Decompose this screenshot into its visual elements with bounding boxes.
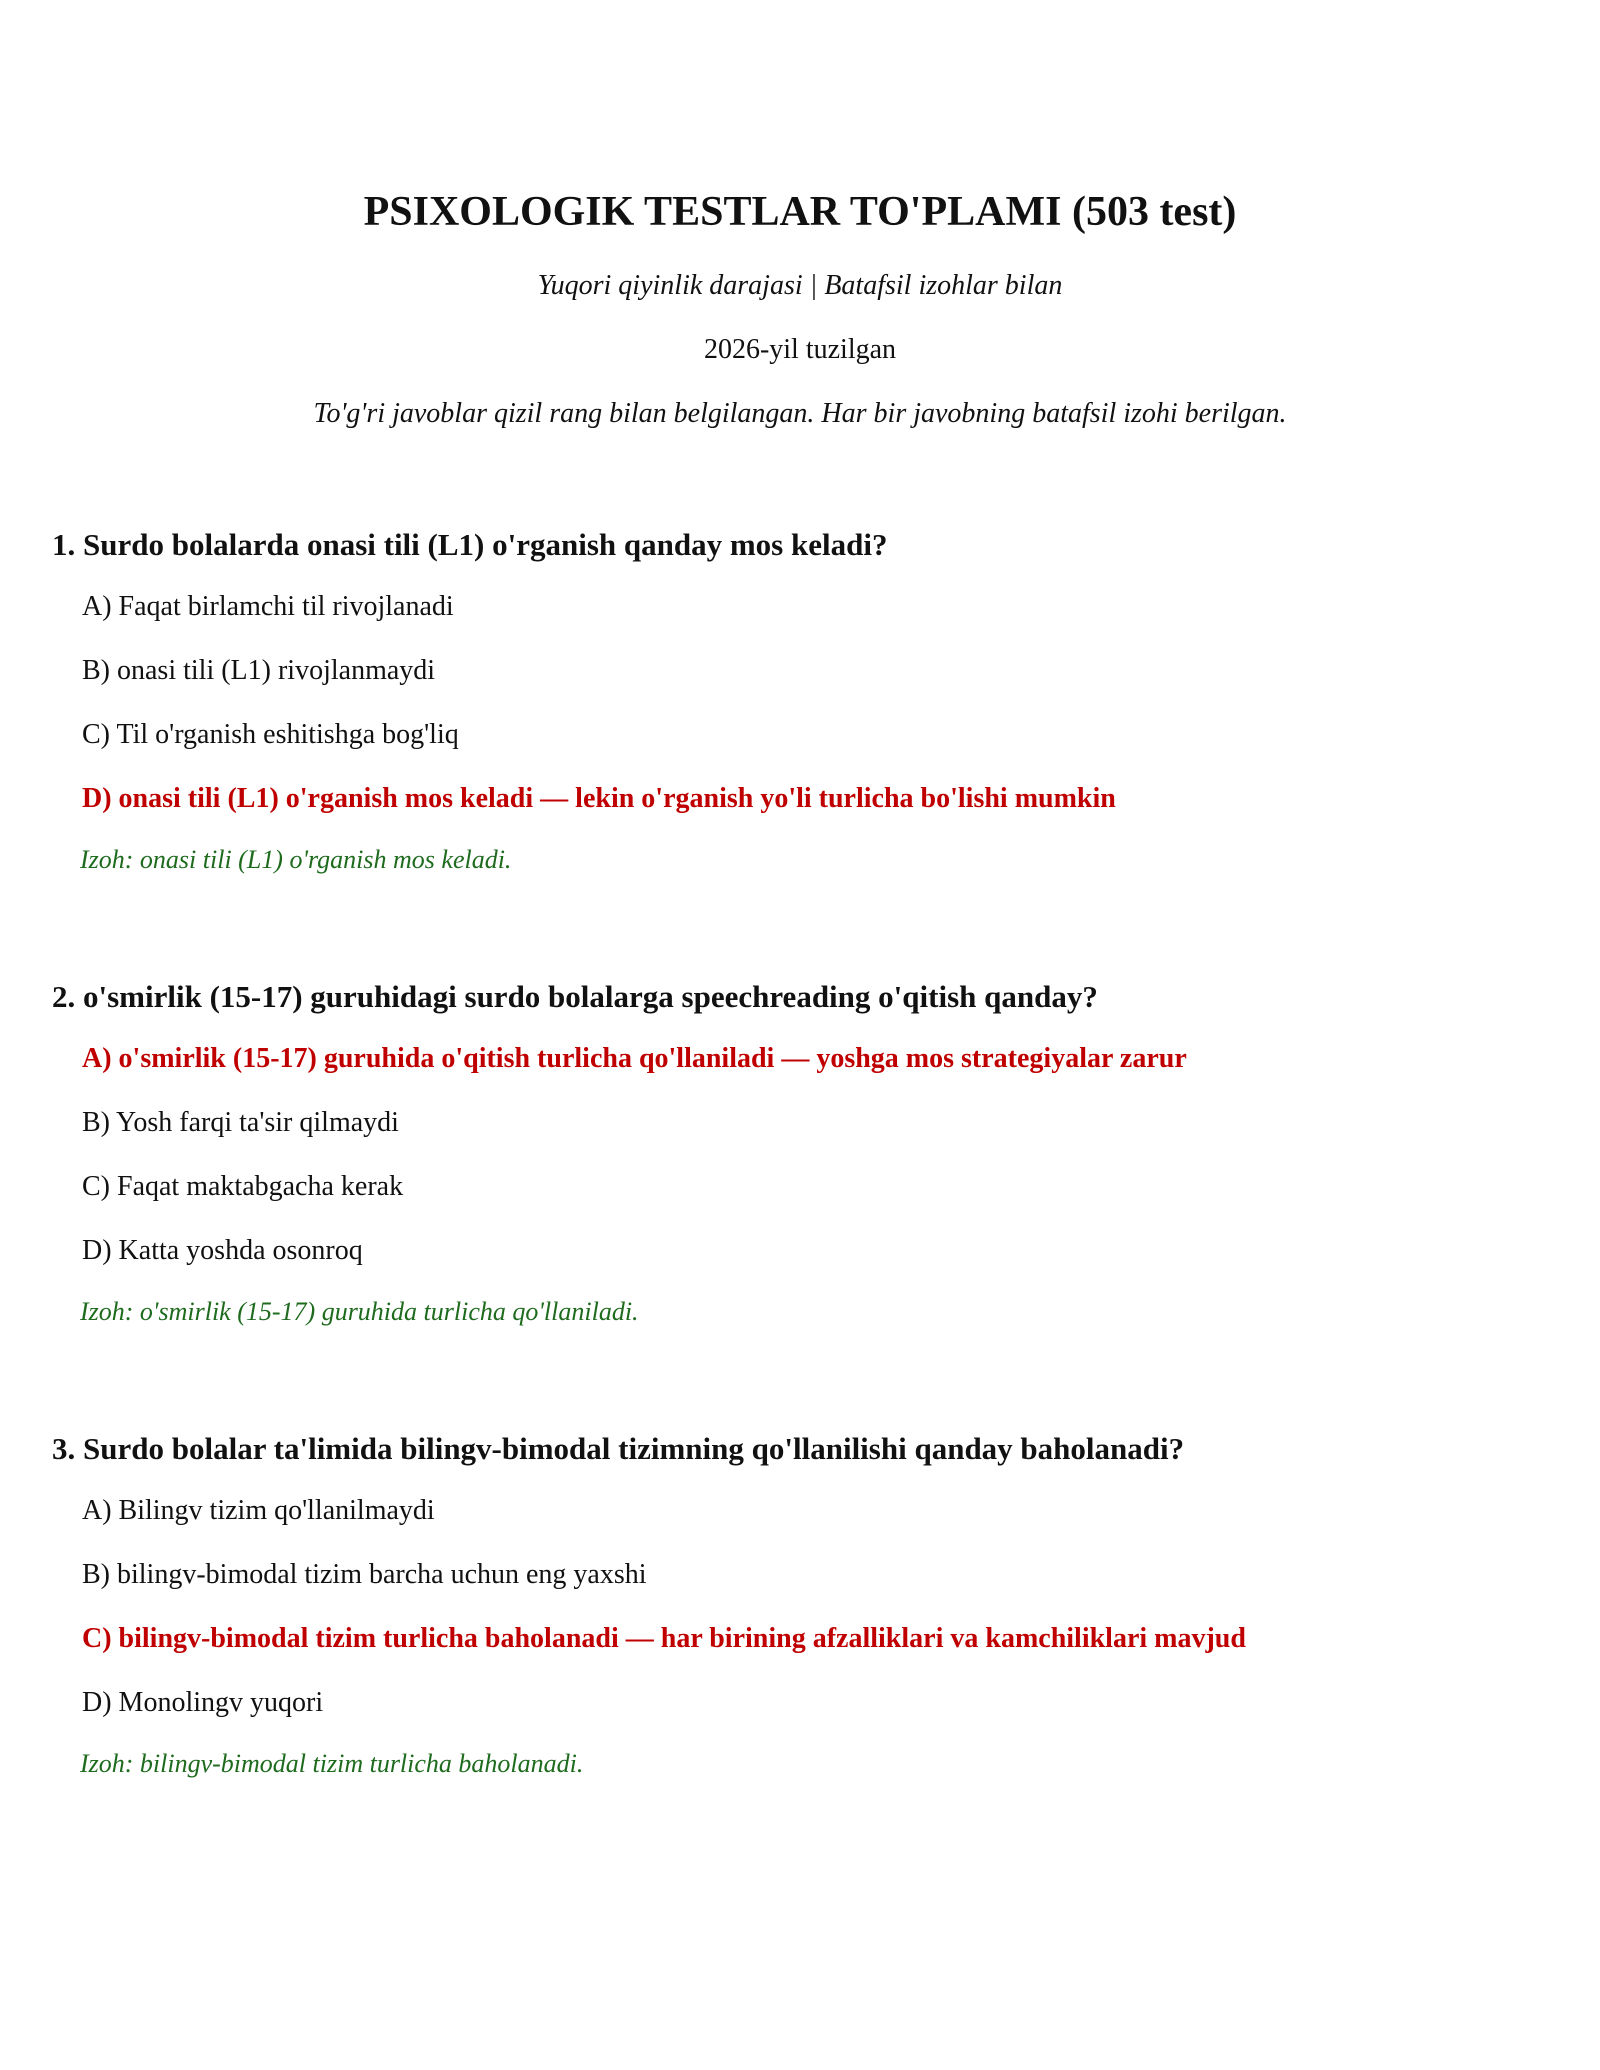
answer-note: Izoh: onasi tili (L1) o'rganish mos keladi. [80, 845, 512, 874]
option-a: A) Bilingv tizim qo'llanilmaydi [82, 1495, 435, 1526]
document-instruction: To'g'ri javoblar qizil rang bilan belgilangan. Har bir javobning batafsil izohi berilgan. [313, 398, 1287, 429]
option-c-correct: C) bilingv-bimodal tizim turlicha baholanadi — har birining afzalliklari va kamchiliklari mavjud [82, 1623, 1246, 1654]
option-b: B) onasi tili (L1) rivojlanmaydi [82, 655, 436, 686]
question-text: 2. o'smirlik (15-17) guruhidagi surdo bolalarga speechreading o'qitish qanday? [52, 979, 1098, 1014]
question-1 [52, 525, 1552, 877]
document-date: 2026-yil tuzilgan [703, 334, 897, 365]
question-3 [52, 1429, 1552, 1781]
question-text: 3. Surdo bolalar ta'limida bilingv-bimodal tizimning qo'llanilishi qanday baholanadi? [52, 1431, 1185, 1466]
document-title: PSIXOLOGIK TESTLAR TO'PLAMI (503 test) [363, 189, 1237, 235]
document-subtitle: Yuqori qiyinlik darajasi | Batafsil izohlar bilan [537, 270, 1063, 301]
option-d: D) Katta yoshda osonroq [82, 1235, 363, 1266]
answer-note: Izoh: bilingv-bimodal tizim turlicha baholanadi. [80, 1749, 584, 1778]
answer-note: Izoh: o'smirlik (15-17) guruhida turlicha qo'llaniladi. [80, 1297, 639, 1326]
option-a: A) Faqat birlamchi til rivojlanadi [82, 591, 454, 622]
option-d: D) Monolingv yuqori [82, 1687, 324, 1718]
option-d-correct: D) onasi tili (L1) o'rganish mos keladi — lekin o'rganish yo'li turlicha bo'lishi mumkin [82, 783, 1116, 814]
question-text: 1. Surdo bolalarda onasi tili (L1) o'rganish qanday mos keladi? [52, 527, 888, 562]
option-c: C) Til o'rganish eshitishga bog'liq [82, 719, 459, 750]
option-c: C) Faqat maktabgacha kerak [82, 1171, 404, 1202]
question-2 [52, 977, 1552, 1329]
option-b: B) Yosh farqi ta'sir qilmaydi [82, 1107, 399, 1138]
option-b: B) bilingv-bimodal tizim barcha uchun eng yaxshi [82, 1559, 647, 1590]
option-a-correct: A) o'smirlik (15-17) guruhida o'qitish turlicha qo'llaniladi — yoshga mos strategiyalar zarur [82, 1043, 1187, 1074]
